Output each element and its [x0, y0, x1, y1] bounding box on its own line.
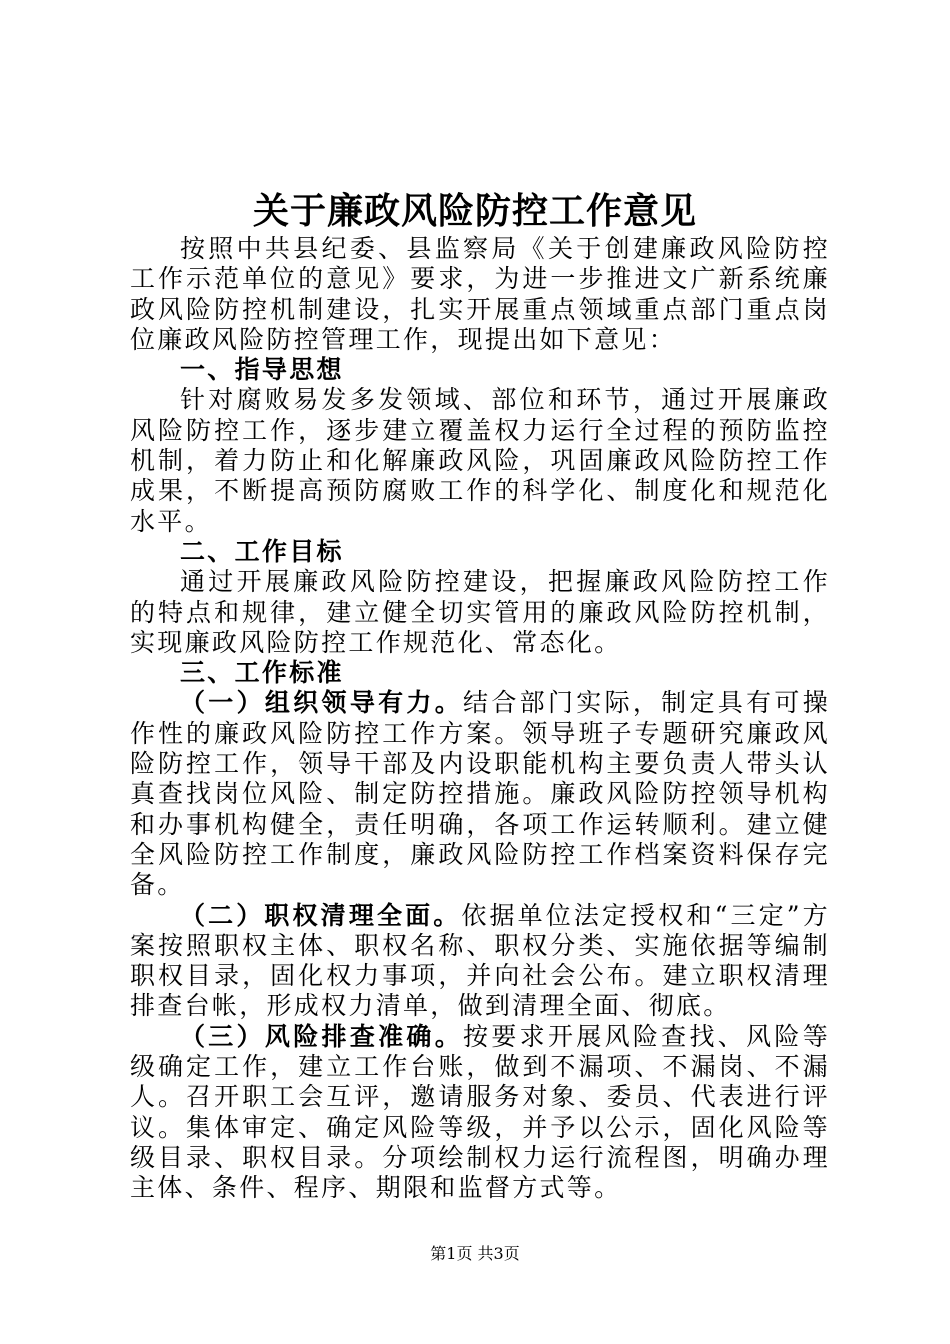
- page-footer: 第1页 共3页: [430, 1244, 520, 1263]
- standard-item-organization: [130, 688, 830, 900]
- intro-paragraph: 按照中共县纪委、县监察局《关于创建廉政风险防控工作示范单位的意见》要求，为进一步推进文广新系统廉政风险防控机制建设，扎实开展重点领域重点部门重点岗位廉政风险防控管理工作，现提出如下意见：: [130, 234, 830, 354]
- section-heading-guiding-thought: 一、指导思想: [180, 355, 344, 385]
- standard-item-text: 结合部门实际，制定具有可操作性的廉政风险防控工作方案。领导班子专题研究廉政风险防控工作，领导干部及内设职能机构主要负责人带头认真查找岗位风险、制定防控措施。廉政风险防控领导机构和办事机构健全，责任明确，各项工作运转顺利。建立健全风险防控工作制度，廉政风险防控工作档案资料保存完备。: [130, 688, 830, 900]
- section-heading-work-standard: 三、工作标准: [180, 658, 344, 688]
- standard-item-lead: （三）风险排查准确。: [180, 1021, 464, 1051]
- standard-item-text: 依据单位法定授权和“三定”方案按照职权主体、职权名称、职权分类、实施依据等编制职权目录，固化权力事项，并向社会公布。建立职权清理排查台帐，形成权力清单，做到清理全面、彻底。: [130, 900, 830, 1021]
- document-title: 关于廉政风险防控工作意见: [252, 190, 697, 232]
- section-heading-work-goal: 二、工作目标: [180, 536, 344, 566]
- standard-item-lead: （一）组织领导有力。: [180, 688, 464, 718]
- standard-item-text: 按要求开展风险查找、风险等级确定工作，建立工作台账，做到不漏项、不漏岗、不漏人。召开职工会互评，邀请服务对象、委员、代表进行评议。集体审定、确定风险等级，并予以公示，固化风险等级目录、职权目录。分项绘制权力运行流程图，明确办理主体、条件、程序、期限和监督方式等。: [130, 1021, 830, 1203]
- section-text-guiding-thought: 针对腐败易发多发领域、部位和环节，通过开展廉政风险防控工作，逐步建立覆盖权力运行全过程的预防监控机制，着力防止和化解廉政风险，巩固廉政风险防控工作成果，不断提高预防腐败工作的科学化、制度化和规范化水平。: [130, 385, 830, 536]
- standard-item-lead: （二）职权清理全面。: [180, 900, 462, 930]
- section-text-work-goal: 通过开展廉政风险防控建设，把握廉政风险防控工作的特点和规律，建立健全切实管用的廉政风险防控机制，实现廉政风险防控工作规范化、常态化。: [130, 567, 830, 657]
- standard-item-risk-check: [130, 1022, 830, 1204]
- standard-item-power-clearance: [130, 901, 830, 1022]
- document-body: [130, 234, 830, 1204]
